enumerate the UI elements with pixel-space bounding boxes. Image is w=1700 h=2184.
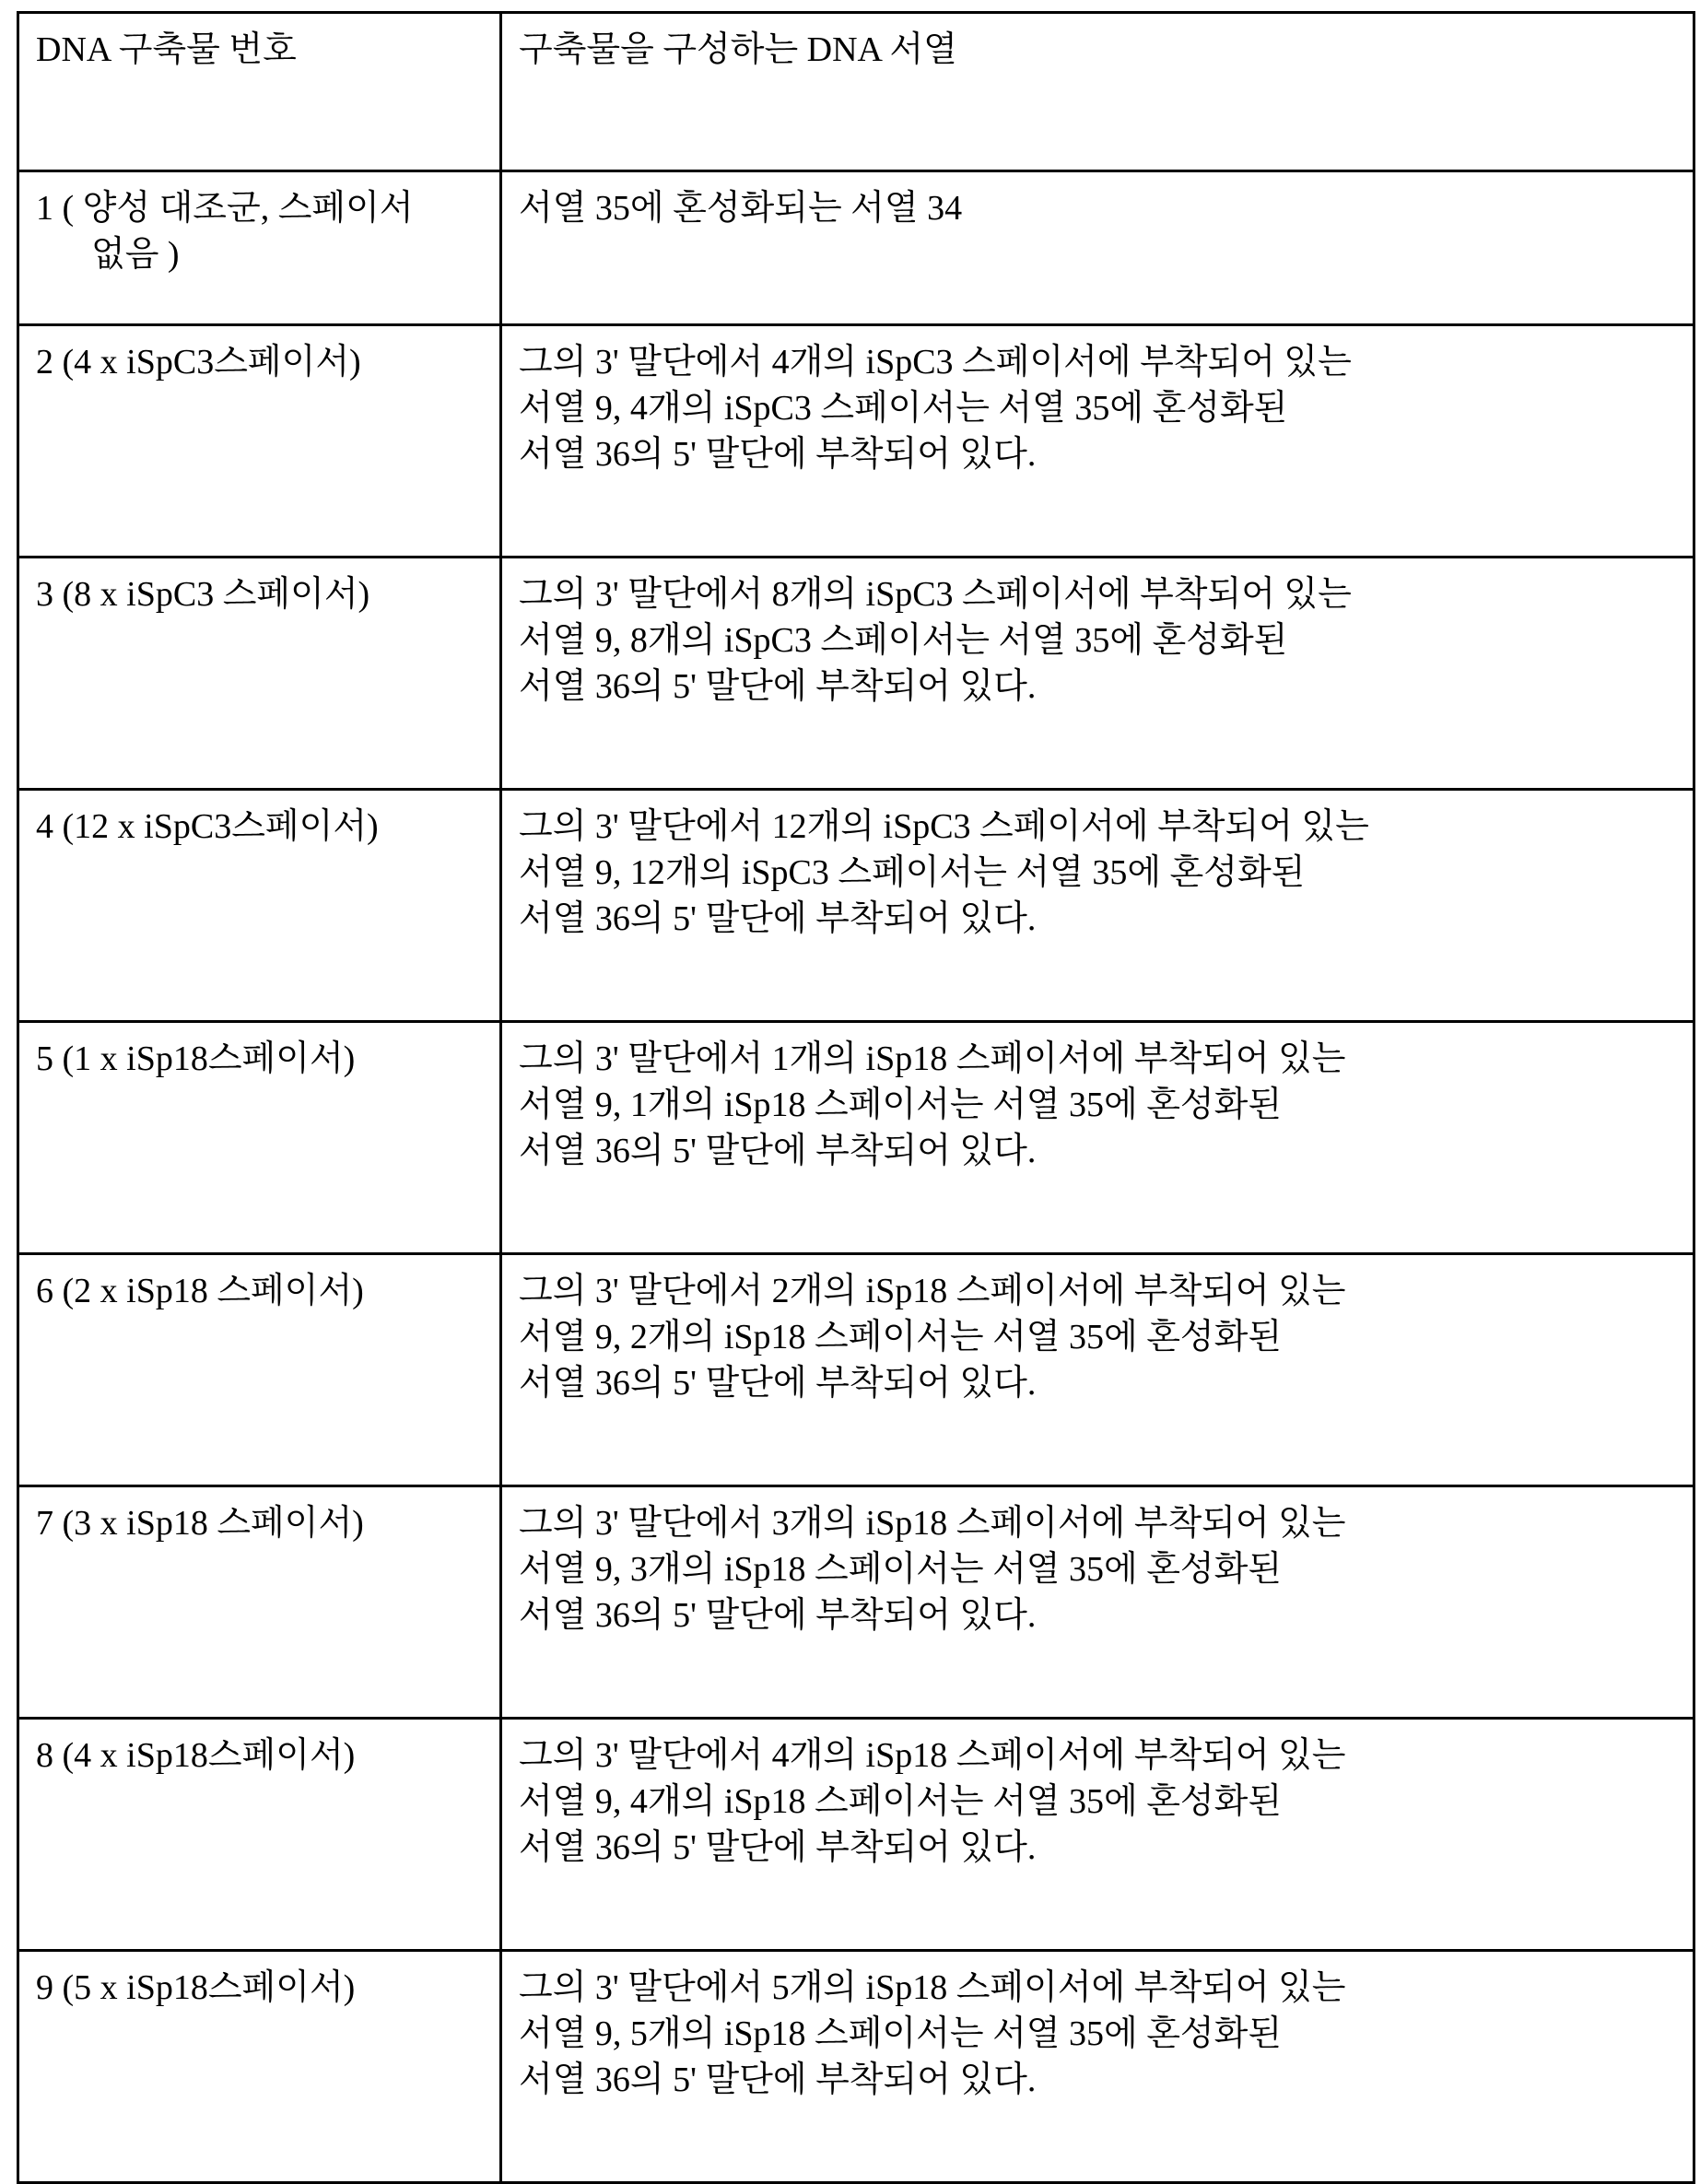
cell-line: 그의 3' 말단에서 12개의 iSpC3 스페이서에 부착되어 있는 xyxy=(519,804,1682,850)
cell-line: 없음 ) xyxy=(36,231,488,277)
construct-number-cell xyxy=(18,790,501,1022)
cell-line: 그의 3' 말단에서 2개의 iSp18 스페이서에 부착되어 있는 xyxy=(519,1268,1682,1314)
table-row xyxy=(18,1486,1694,1719)
cell-line: 6 (2 x iSp18 스페이서) xyxy=(36,1268,488,1314)
header-construct-number: DNA 구축물 번호 xyxy=(18,13,501,171)
cell-line: 서열 36의 5' 말단에 부착되어 있다. xyxy=(519,1360,1682,1406)
dna-sequence-cell xyxy=(501,1951,1694,2183)
table-row xyxy=(18,790,1694,1022)
header-row xyxy=(18,13,1694,171)
cell-line: 서열 9, 8개의 iSpC3 스페이서는 서열 35에 혼성화된 xyxy=(519,617,1682,663)
dna-sequence-cell xyxy=(501,558,1694,790)
cell-line: 그의 3' 말단에서 1개의 iSp18 스페이서에 부착되어 있는 xyxy=(519,1036,1682,1082)
cell-line: 서열 35에 혼성화되는 서열 34 xyxy=(519,185,1682,231)
cell-line: 8 (4 x iSp18스페이서) xyxy=(36,1732,488,1779)
construct-number-cell xyxy=(18,1022,501,1254)
header-dna-sequence: 구축물을 구성하는 DNA 서열 xyxy=(501,13,1694,171)
cell-line: 2 (4 x iSpC3스페이서) xyxy=(36,339,488,385)
construct-number-cell xyxy=(18,1254,501,1486)
cell-line: 그의 3' 말단에서 5개의 iSp18 스페이서에 부착되어 있는 xyxy=(519,1965,1682,2011)
cell-line: 서열 36의 5' 말단에 부착되어 있다. xyxy=(519,431,1682,477)
cell-line: 서열 9, 12개의 iSpC3 스페이서는 서열 35에 혼성화된 xyxy=(519,850,1682,896)
cell-line: 서열 9, 4개의 iSp18 스페이서는 서열 35에 혼성화된 xyxy=(519,1779,1682,1825)
cell-line: 서열 9, 1개의 iSp18 스페이서는 서열 35에 혼성화된 xyxy=(519,1082,1682,1128)
cell-line: 1 ( 양성 대조군, 스페이서 xyxy=(36,185,488,231)
cell-line: 서열 36의 5' 말단에 부착되어 있다. xyxy=(519,2057,1682,2103)
dna-construct-table xyxy=(17,11,1695,2184)
dna-sequence-cell xyxy=(501,325,1694,558)
cell-line: 그의 3' 말단에서 8개의 iSpC3 스페이서에 부착되어 있는 xyxy=(519,571,1682,617)
cell-line: 서열 9, 2개의 iSp18 스페이서는 서열 35에 혼성화된 xyxy=(519,1314,1682,1360)
dna-sequence-cell xyxy=(501,1486,1694,1719)
dna-sequence-cell xyxy=(501,171,1694,325)
table-row xyxy=(18,171,1694,325)
table-row xyxy=(18,1022,1694,1254)
cell-line: 서열 36의 5' 말단에 부착되어 있다. xyxy=(519,663,1682,710)
table-row xyxy=(18,558,1694,790)
cell-line: 그의 3' 말단에서 4개의 iSp18 스페이서에 부착되어 있는 xyxy=(519,1732,1682,1779)
cell-line: 서열 36의 5' 말단에 부착되어 있다. xyxy=(519,1592,1682,1638)
cell-line: 5 (1 x iSp18스페이서) xyxy=(36,1036,488,1082)
cell-line: 7 (3 x iSp18 스페이서) xyxy=(36,1500,488,1546)
construct-number-cell xyxy=(18,1951,501,2183)
dna-sequence-cell xyxy=(501,790,1694,1022)
table-row xyxy=(18,325,1694,558)
cell-line: 4 (12 x iSpC3스페이서) xyxy=(36,804,488,850)
table-row xyxy=(18,1951,1694,2183)
construct-number-cell xyxy=(18,1719,501,1951)
cell-line: 3 (8 x iSpC3 스페이서) xyxy=(36,571,488,617)
construct-number-cell xyxy=(18,171,501,325)
table-row xyxy=(18,1254,1694,1486)
table-row xyxy=(18,1719,1694,1951)
cell-line: 서열 9, 5개의 iSp18 스페이서는 서열 35에 혼성화된 xyxy=(519,2011,1682,2057)
cell-line: 그의 3' 말단에서 3개의 iSp18 스페이서에 부착되어 있는 xyxy=(519,1500,1682,1546)
cell-line: 서열 9, 4개의 iSpC3 스페이서는 서열 35에 혼성화된 xyxy=(519,385,1682,431)
cell-line: 서열 36의 5' 말단에 부착되어 있다. xyxy=(519,1128,1682,1174)
construct-number-cell xyxy=(18,325,501,558)
dna-sequence-cell xyxy=(501,1254,1694,1486)
dna-sequence-cell xyxy=(501,1719,1694,1951)
cell-line: 9 (5 x iSp18스페이서) xyxy=(36,1965,488,2011)
cell-line: 서열 36의 5' 말단에 부착되어 있다. xyxy=(519,896,1682,942)
construct-number-cell xyxy=(18,1486,501,1719)
construct-number-cell xyxy=(18,558,501,790)
cell-line: 서열 36의 5' 말단에 부착되어 있다. xyxy=(519,1825,1682,1871)
cell-line: 그의 3' 말단에서 4개의 iSpC3 스페이서에 부착되어 있는 xyxy=(519,339,1682,385)
cell-line: 서열 9, 3개의 iSp18 스페이서는 서열 35에 혼성화된 xyxy=(519,1546,1682,1592)
dna-sequence-cell xyxy=(501,1022,1694,1254)
